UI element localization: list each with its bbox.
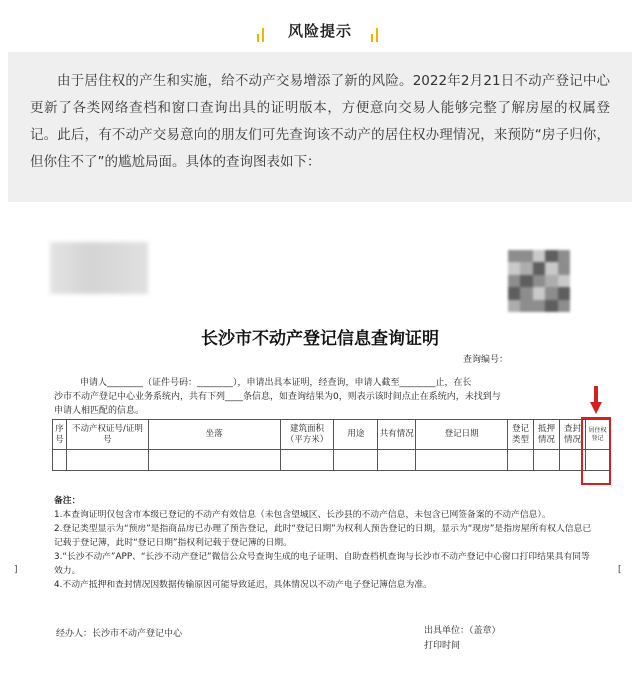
note-item: 1.本查询证明仅包含市本级已登记的不动产有效信息（未包含望城区、长沙县的不动产信息，未包含已网签备案的不动产信息）。 [54, 510, 551, 520]
print-time-line: 打印时间 [424, 641, 461, 651]
title-accent-right-icon [371, 28, 379, 42]
table-header-cell: 查封情况 [559, 420, 585, 450]
page-title: 风险提示 [287, 22, 352, 40]
note-item: 3.“长沙不动产”APP、“长沙不动产登记”微信公众号查询生成的电子证明、自助查档机查询与长沙市不动产登记中心窗口打印结果具有同等效力。 [54, 552, 590, 576]
table-row [53, 450, 610, 471]
intro-paragraph: 由于居住权的产生和实施，给不动产交易增添了新的风险。2022年2月21日不动产登记中心更新了各类网络查档和窗口查询出具的证明版本，方便意向交易人能够完整了解房屋的权属登记。此后，有不动产交易意向的朋友们可先查询该不动产的居住权办理情况，来预防“房子归你，但你住不了”的尴尬局面。具体的查询图表如下： [30, 73, 610, 170]
red-arrow-icon [590, 386, 602, 414]
query-number-label: 查询编号： [463, 355, 509, 365]
header [0, 0, 640, 52]
blurred-seal [50, 242, 148, 294]
issuer-line: 出具单位：（盖章） [424, 626, 501, 636]
certificate-title: 长沙市不动产登记信息查询证明 [201, 329, 439, 349]
table-header-cell: 坐落 [148, 420, 280, 450]
request-paragraph [54, 376, 584, 418]
request-line: 申请人________（证件号码：________），申请出具本证明，经查询，申请人截至________止，在长 [80, 378, 472, 388]
table-header-cell: 居住权登记 [585, 420, 609, 450]
request-line: 沙市不动产登记中心业务系统内，共有下列____条信息，如查询结果为0，则表示该时间点止在系统内，未找到与 [54, 392, 501, 402]
right-bracket-mark: [ [618, 565, 622, 575]
certificate-image [0, 218, 640, 691]
handler-line: 经办人：长沙市不动产登记中心 [56, 629, 183, 639]
table-header-cell: 共有情况 [378, 420, 416, 450]
table-header-cell: 登记类型 [508, 420, 534, 450]
left-bracket-mark: ] [14, 565, 18, 575]
table-header-cell: 建筑面积（平方米） [280, 420, 334, 450]
table-header-cell: 抵押情况 [534, 420, 560, 450]
intro-box [8, 52, 632, 202]
note-item: 4.不动产抵押和查封情况因数据传输原因可能导致延迟，具体情况以不动产电子登记簿信息为准。 [54, 580, 432, 590]
query-table [52, 419, 610, 471]
table-header-row [53, 420, 610, 450]
table-header-cell: 登记日期 [416, 420, 508, 450]
table-header-cell: 序号 [53, 420, 67, 450]
blurred-qr-code-icon [508, 250, 570, 312]
note-item: 2.登记类型显示为“预房”是指商品房已办理了预告登记，此时“登记日期”为权利人预告登记的日期，显示为“现房”是指房屋所有权人信息已记载于登记簿，此时“登记日期”指权利记载于登记簿的日期。 [54, 524, 592, 548]
notes-title: 备注： [54, 496, 81, 506]
table-header-cell: 用途 [334, 420, 378, 450]
notes-section [54, 494, 594, 592]
request-line: 申请人相匹配的信息。 [54, 406, 145, 416]
table-header-cell: 不动产权证号/证明号 [66, 420, 148, 450]
residence-right-highlight-box [581, 417, 611, 485]
